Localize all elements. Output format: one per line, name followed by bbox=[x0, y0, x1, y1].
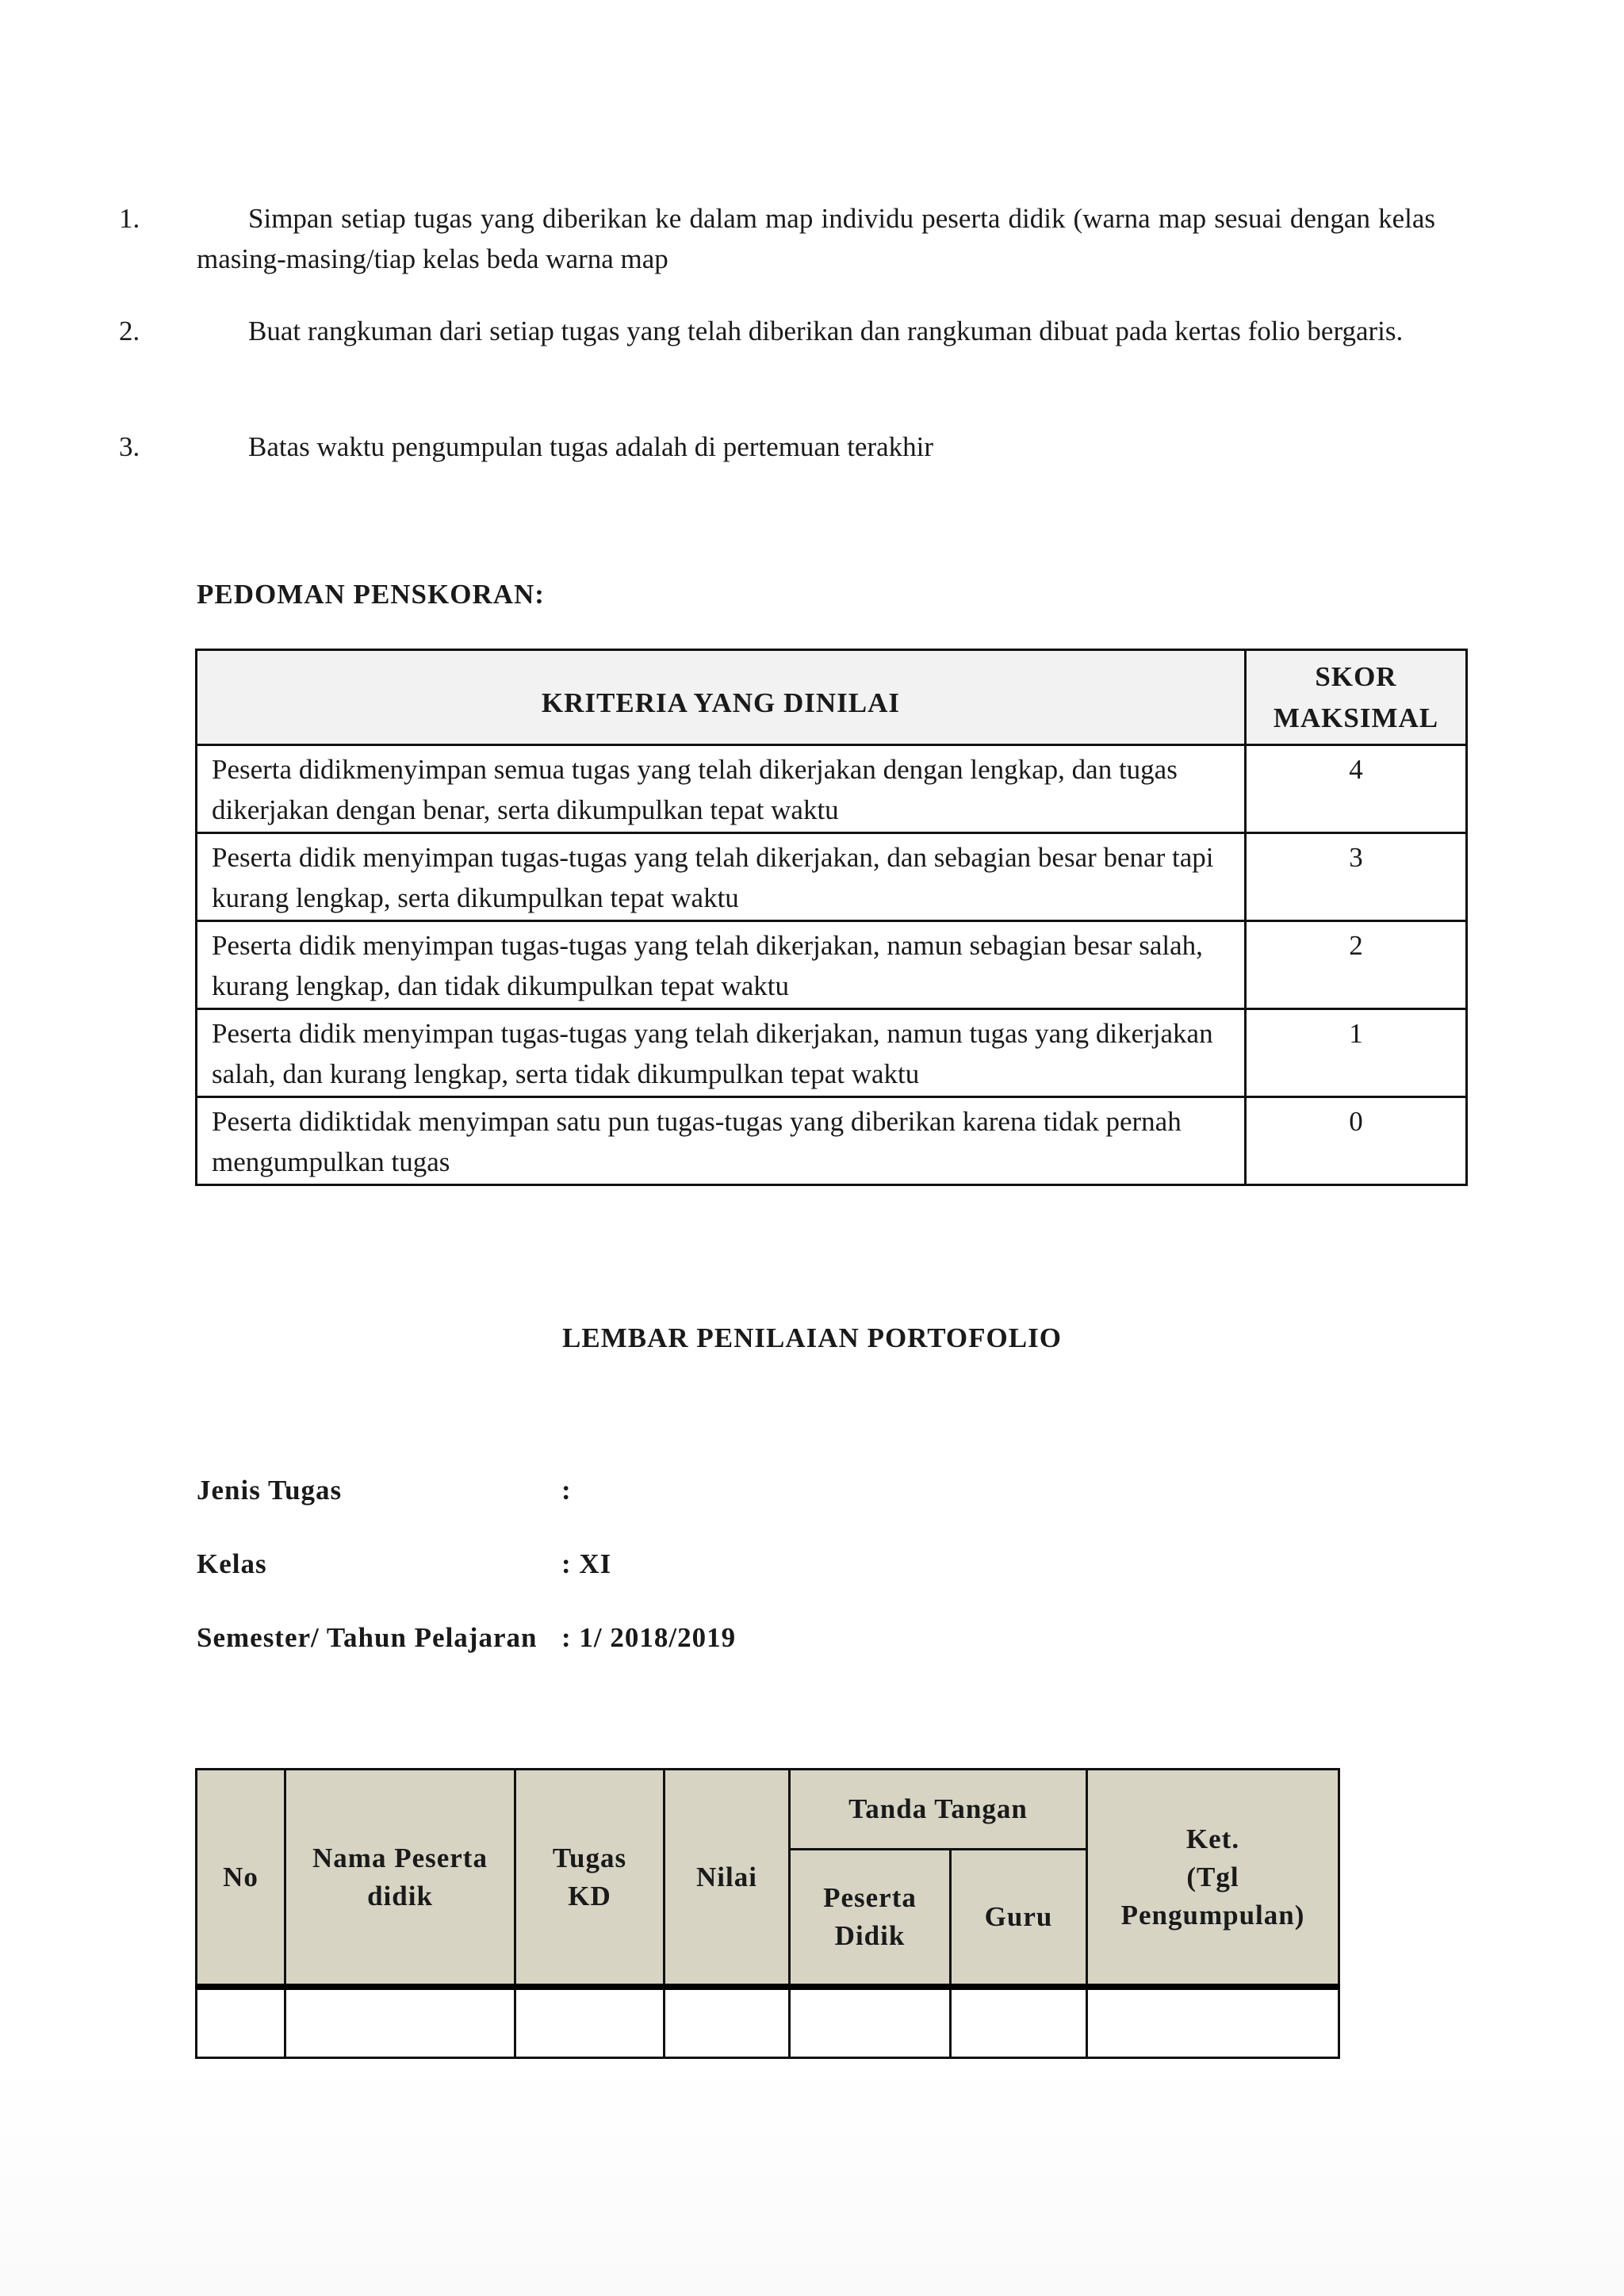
table-row bbox=[197, 833, 1467, 921]
portfolio-table bbox=[195, 1768, 1340, 2059]
score-cell: 3 bbox=[1246, 833, 1467, 921]
page-background-shade bbox=[0, 2061, 1624, 2296]
instruction-number: 2. bbox=[119, 316, 140, 346]
task-kd-cell bbox=[515, 1987, 665, 2058]
student-name-cell bbox=[285, 1987, 515, 2058]
table-row bbox=[197, 1097, 1467, 1185]
student-signature-header-line1: Peserta bbox=[823, 1882, 917, 1913]
max-score-header bbox=[1246, 650, 1467, 745]
teacher-signature-cell bbox=[951, 1987, 1087, 2058]
student-signature-header-line2: Didik bbox=[834, 1920, 906, 1951]
criteria-cell: Peserta didiktidak menyimpan satu pun tugas-tugas yang diberikan karena tidak pernah mengumpulkan tugas bbox=[197, 1097, 1246, 1185]
student-signature-header bbox=[790, 1850, 951, 1988]
criteria-cell: Peserta didik menyimpan tugas-tugas yang telah dikerjakan, dan sebagian besar benar tapi kurang lengkap, serta dikumpulkan tepat waktu bbox=[197, 833, 1246, 921]
instruction-item-2 bbox=[119, 311, 1435, 351]
instruction-item-1 bbox=[119, 198, 1435, 279]
field-label: Jenis Tugas bbox=[197, 1475, 343, 1506]
instruction-text: Batas waktu pengumpulan tugas adalah di pertemuan terakhir bbox=[248, 431, 934, 462]
teacher-signature-header: Guru bbox=[951, 1850, 1087, 1988]
instruction-number: 1. bbox=[119, 203, 140, 234]
field-kelas bbox=[197, 1548, 612, 1580]
field-value: : bbox=[561, 1475, 572, 1506]
notes-cell bbox=[1087, 1987, 1339, 2058]
scoring-title: PEDOMAN PENSKORAN: bbox=[197, 579, 545, 610]
student-name-header-line2: didik bbox=[367, 1880, 433, 1911]
instruction-number: 3. bbox=[119, 431, 140, 462]
score-cell: 2 bbox=[1246, 921, 1467, 1009]
field-label: Semester/ Tahun Pelajaran bbox=[197, 1622, 538, 1653]
criteria-cell: Peserta didik menyimpan tugas-tugas yang telah dikerjakan, namun sebagian besar salah, kurang lengkap, dan tidak dikumpulkan tepat waktu bbox=[197, 921, 1246, 1009]
score-cell: 1 bbox=[1246, 1009, 1467, 1097]
instruction-text: Simpan setiap tugas yang diberikan ke dalam map individu peserta didik (warna map sesuai dengan kelas masing-masing/tiap kelas beda warna map bbox=[197, 203, 1435, 274]
task-kd-header-line1: Tugas bbox=[552, 1842, 627, 1873]
instruction-text: Buat rangkuman dari setiap tugas yang telah diberikan dan rangkuman dibuat pada kertas folio bergaris. bbox=[248, 316, 1404, 346]
table-row bbox=[197, 1009, 1467, 1097]
portfolio-header-row bbox=[197, 1770, 1339, 1850]
field-label: Kelas bbox=[197, 1548, 267, 1579]
portfolio-title: LEMBAR PENILAIAN PORTOFOLIO bbox=[562, 1322, 1062, 1353]
field-semester bbox=[197, 1622, 737, 1654]
scoring-header-row bbox=[197, 650, 1467, 745]
field-jenis-tugas bbox=[197, 1475, 572, 1506]
notes-header-line2: (Tgl bbox=[1186, 1861, 1239, 1892]
max-score-header-line2: MAKSIMAL bbox=[1273, 702, 1439, 733]
student-signature-cell bbox=[790, 1987, 951, 2058]
criteria-cell: Peserta didikmenyimpan semua tugas yang telah dikerjakan dengan lengkap, dan tugas dikerjakan dengan benar, serta dikumpulkan tepat waktu bbox=[197, 745, 1246, 833]
task-kd-header bbox=[515, 1770, 665, 1988]
criteria-header: KRITERIA YANG DINILAI bbox=[197, 650, 1246, 745]
field-value: : 1/ 2018/2019 bbox=[561, 1622, 737, 1653]
table-row bbox=[197, 1987, 1339, 2058]
no-header: No bbox=[197, 1770, 285, 1988]
grade-header: Nilai bbox=[665, 1770, 790, 1988]
notes-header-line1: Ket. bbox=[1185, 1823, 1240, 1854]
notes-header-line3: Pengumpulan) bbox=[1120, 1899, 1305, 1931]
instruction-item-3 bbox=[119, 427, 1435, 467]
criteria-cell: Peserta didik menyimpan tugas-tugas yang telah dikerjakan, namun tugas yang dikerjakan salah, dan kurang lengkap, serta tidak dikumpulkan tepat waktu bbox=[197, 1009, 1246, 1097]
max-score-header-line1: SKOR bbox=[1315, 660, 1397, 692]
score-cell: 4 bbox=[1246, 745, 1467, 833]
signature-header: Tanda Tangan bbox=[790, 1770, 1087, 1850]
field-value: : XI bbox=[561, 1548, 612, 1579]
student-name-header bbox=[285, 1770, 515, 1988]
table-row bbox=[197, 921, 1467, 1009]
no-cell bbox=[197, 1987, 285, 2058]
grade-cell bbox=[665, 1987, 790, 2058]
table-row bbox=[197, 745, 1467, 833]
notes-header bbox=[1087, 1770, 1339, 1988]
scoring-table bbox=[195, 649, 1468, 1186]
student-name-header-line1: Nama Peserta bbox=[312, 1842, 488, 1873]
task-kd-header-line2: KD bbox=[568, 1880, 611, 1911]
score-cell: 0 bbox=[1246, 1097, 1467, 1185]
